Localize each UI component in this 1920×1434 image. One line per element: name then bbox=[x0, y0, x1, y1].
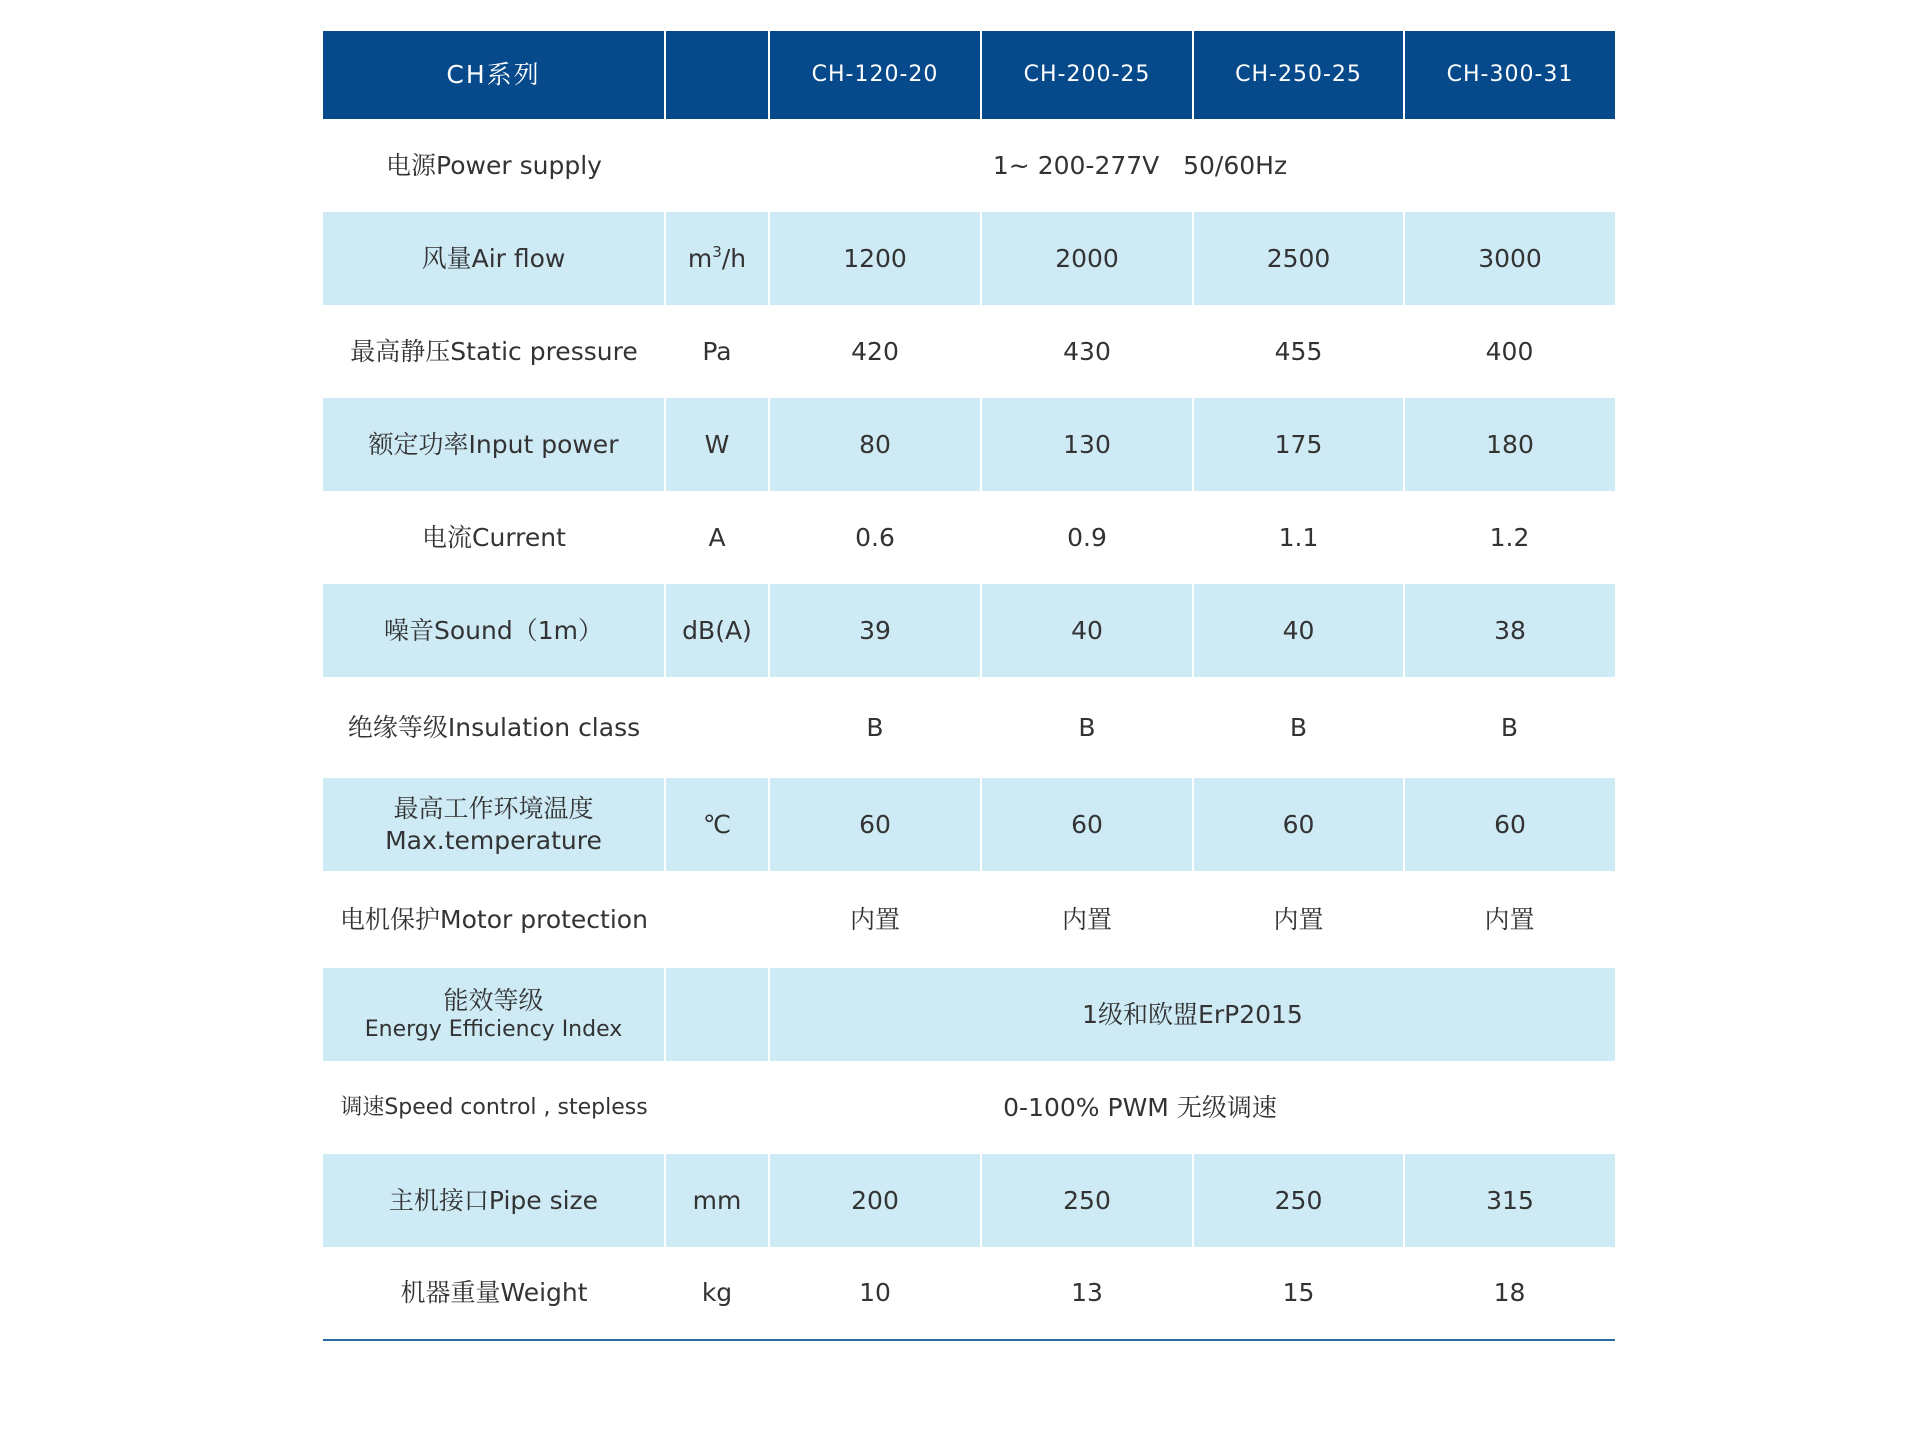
row-unit: A bbox=[708, 522, 726, 552]
model-header: CH-300-31 bbox=[1404, 31, 1615, 119]
cell-value: 内置 bbox=[1061, 904, 1112, 934]
row-input-power bbox=[323, 398, 1615, 491]
cell-value: 455 bbox=[1274, 336, 1323, 366]
row-unit: mm bbox=[665, 1154, 769, 1247]
cell-value: 2500 bbox=[1193, 212, 1404, 305]
row-label: 额定功率Input power bbox=[323, 398, 665, 491]
row-unit bbox=[665, 871, 769, 968]
cell-value: 130 bbox=[981, 398, 1193, 491]
row-label bbox=[323, 968, 665, 1061]
row-unit: dB(A) bbox=[665, 584, 769, 677]
model-header: CH-120-20 bbox=[769, 31, 981, 119]
row-label: 电机保护Motor protection bbox=[340, 904, 648, 934]
row-insulation-class bbox=[323, 677, 1615, 778]
speed-control-value: 0-100% PWM 无级调速 bbox=[1003, 1092, 1277, 1122]
cell-value: 180 bbox=[1404, 398, 1615, 491]
cell-value: 420 bbox=[851, 336, 899, 366]
cell-value: 60 bbox=[1404, 778, 1615, 871]
row-label-cn: 最高工作环境温度 bbox=[393, 794, 594, 824]
cell-value: 60 bbox=[981, 778, 1193, 871]
row-static-pressure bbox=[323, 305, 1615, 398]
row-current bbox=[323, 491, 1615, 584]
row-unit: Pa bbox=[702, 336, 732, 366]
cell-value: 60 bbox=[1193, 778, 1404, 871]
cell-value: 内置 bbox=[1273, 904, 1324, 934]
cell-value: 40 bbox=[981, 584, 1193, 677]
row-motor-protection bbox=[323, 871, 1615, 968]
model-header: CH-250-25 bbox=[1193, 31, 1404, 119]
cell-value: 15 bbox=[1193, 1247, 1404, 1340]
model-header: CH-200-25 bbox=[981, 31, 1193, 119]
cell-value: 315 bbox=[1404, 1154, 1615, 1247]
row-label bbox=[323, 778, 665, 871]
cell-value: 3000 bbox=[1404, 212, 1615, 305]
cell-value: 0.6 bbox=[855, 522, 895, 552]
spec-table-container bbox=[323, 31, 1615, 1341]
row-unit bbox=[665, 677, 769, 778]
cell-value: 80 bbox=[769, 398, 981, 491]
energy-efficiency-value: 1级和欧盟ErP2015 bbox=[769, 968, 1615, 1061]
cell-value: B bbox=[1500, 712, 1519, 742]
row-unit: W bbox=[665, 398, 769, 491]
row-sound bbox=[323, 584, 1615, 677]
row-label: 主机接口Pipe size bbox=[323, 1154, 665, 1247]
cell-value: 38 bbox=[1404, 584, 1615, 677]
row-speed-control bbox=[323, 1061, 1615, 1154]
cell-value: 250 bbox=[1193, 1154, 1404, 1247]
cell-value: 2000 bbox=[981, 212, 1193, 305]
row-energy-efficiency bbox=[323, 968, 1615, 1061]
cell-value: B bbox=[1289, 712, 1308, 742]
row-label: 噪音Sound（1m） bbox=[323, 584, 665, 677]
row-label-en: Max.temperature bbox=[385, 825, 602, 855]
unit-tail: /h bbox=[721, 243, 747, 273]
row-power-supply bbox=[323, 119, 1615, 212]
cell-value: 0.9 bbox=[1067, 522, 1107, 552]
row-label: 最高静压Static pressure bbox=[350, 336, 638, 366]
row-label: 风量Air flow bbox=[323, 212, 665, 305]
cell-value: 18 bbox=[1404, 1247, 1615, 1340]
cell-value: 175 bbox=[1193, 398, 1404, 491]
cell-value: 430 bbox=[1063, 336, 1111, 366]
unit-base: m bbox=[687, 243, 713, 273]
cell-value: 1.1 bbox=[1278, 522, 1319, 552]
row-label: 绝缘等级Insulation class bbox=[347, 712, 641, 742]
row-label-cn: 能效等级 bbox=[443, 986, 544, 1016]
cell-value: 1200 bbox=[769, 212, 981, 305]
row-label: 电流Current bbox=[422, 522, 566, 552]
power-supply-value: 1~ 200-277V 50/60Hz bbox=[992, 150, 1288, 180]
row-unit: ℃ bbox=[665, 778, 769, 871]
cell-value: 1.2 bbox=[1489, 522, 1530, 552]
cell-value: B bbox=[866, 712, 884, 742]
row-label-en: Energy Efficiency Index bbox=[364, 1017, 623, 1043]
unit-header bbox=[665, 31, 769, 119]
row-air-flow bbox=[323, 212, 1615, 305]
cell-value: B bbox=[1078, 712, 1096, 742]
spec-table bbox=[323, 31, 1615, 1341]
cell-value: 13 bbox=[981, 1247, 1193, 1340]
cell-value: 60 bbox=[769, 778, 981, 871]
series-header: CH系列 bbox=[323, 31, 665, 119]
row-unit bbox=[665, 968, 769, 1061]
cell-value: 10 bbox=[769, 1247, 981, 1340]
header-row bbox=[323, 31, 1615, 119]
cell-value: 200 bbox=[769, 1154, 981, 1247]
row-weight bbox=[323, 1247, 1615, 1340]
cell-value: 250 bbox=[981, 1154, 1193, 1247]
row-pipe-size bbox=[323, 1154, 1615, 1247]
unit-superscript: 3 bbox=[712, 242, 722, 261]
row-label: 机器重量Weight bbox=[323, 1247, 665, 1340]
cell-value: 400 bbox=[1485, 336, 1534, 366]
cell-value: 39 bbox=[769, 584, 981, 677]
row-label: 电源Power supply bbox=[386, 150, 602, 180]
row-unit: kg bbox=[665, 1247, 769, 1340]
cell-value: 40 bbox=[1193, 584, 1404, 677]
cell-value: 内置 bbox=[1484, 904, 1535, 934]
row-max-temperature bbox=[323, 778, 1615, 871]
row-unit bbox=[665, 212, 769, 305]
cell-value: 内置 bbox=[849, 904, 900, 934]
row-label: 调速Speed control , stepless bbox=[340, 1094, 648, 1120]
